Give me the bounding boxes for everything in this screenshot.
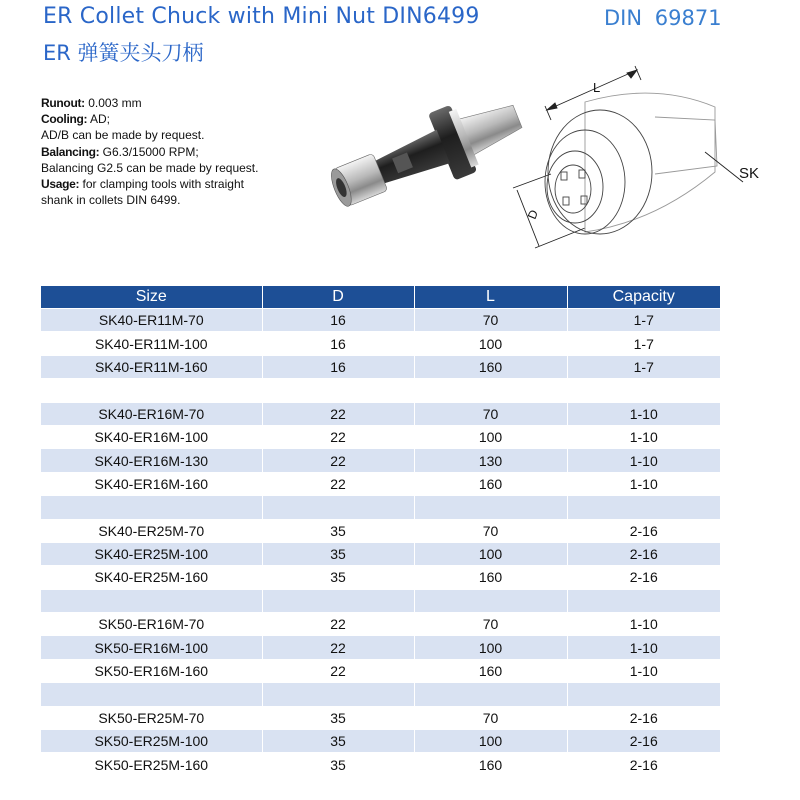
spec-label: Balancing:: [41, 144, 100, 159]
cell-l: 100: [414, 636, 567, 659]
table-row: [41, 542, 720, 565]
dimension-label-sk: SK: [739, 165, 760, 182]
cell-size: [41, 683, 262, 706]
cell-d: 35: [262, 542, 414, 565]
cell-d: [262, 379, 414, 402]
spec-block: [41, 95, 311, 208]
cell-l: [414, 496, 567, 519]
cell-capacity: 1-10: [567, 472, 720, 495]
table-row: [41, 589, 720, 612]
cell-l: 160: [414, 355, 567, 378]
cell-l: 70: [414, 519, 567, 542]
table-row: [41, 683, 720, 706]
spec-runout: [41, 95, 311, 111]
table-body: [41, 309, 720, 776]
cell-d: 22: [262, 425, 414, 448]
size-table: [41, 286, 720, 776]
cell-size: SK40-ER11M-100: [41, 332, 262, 355]
table-row: [41, 659, 720, 682]
dimension-label-d: D: [524, 207, 542, 222]
cell-l: 70: [414, 706, 567, 729]
cell-capacity: [567, 589, 720, 612]
cell-l: [414, 589, 567, 612]
cell-size: SK40-ER25M-100: [41, 542, 262, 565]
cell-capacity: 2-16: [567, 566, 720, 589]
table-row: [41, 472, 720, 495]
cell-size: SK40-ER16M-70: [41, 402, 262, 425]
cell-l: 130: [414, 449, 567, 472]
spec-balancing: [41, 144, 311, 160]
column-header-size: Size: [41, 286, 262, 309]
cell-size: SK50-ER16M-70: [41, 613, 262, 636]
cell-d: [262, 589, 414, 612]
cell-d: 35: [262, 566, 414, 589]
cell-capacity: 1-10: [567, 402, 720, 425]
cell-l: 70: [414, 309, 567, 332]
cell-d: 16: [262, 309, 414, 332]
product-title-chinese: ER 弹簧夹头刀柄: [43, 41, 204, 65]
cell-size: SK40-ER25M-160: [41, 566, 262, 589]
spec-label: Usage:: [41, 177, 80, 192]
cell-size: SK40-ER16M-100: [41, 425, 262, 448]
table-row: [41, 332, 720, 355]
spec-cooling-note: AD/B can be made by request.: [41, 128, 205, 143]
cell-size: SK40-ER25M-70: [41, 519, 262, 542]
table-row: [41, 309, 720, 332]
cell-d: [262, 683, 414, 706]
table-row: [41, 730, 720, 753]
spec-value: 0.003 mm: [84, 96, 142, 110]
column-header-d: D: [262, 286, 414, 309]
cell-size: SK50-ER25M-160: [41, 753, 262, 776]
cell-l: 160: [414, 472, 567, 495]
cell-size: SK40-ER11M-70: [41, 309, 262, 332]
spec-value: AD;: [87, 112, 110, 127]
product-title: ER Collet Chuck with Mini Nut DIN6499: [43, 4, 480, 29]
cell-capacity: 1-10: [567, 636, 720, 659]
cell-capacity: 2-16: [567, 706, 720, 729]
cell-capacity: 1-7: [567, 332, 720, 355]
table-row: [41, 402, 720, 425]
cell-l: 100: [414, 332, 567, 355]
cell-l: 100: [414, 542, 567, 565]
table-row: [41, 449, 720, 472]
cell-capacity: [567, 379, 720, 402]
cell-d: 22: [262, 449, 414, 472]
cell-d: 22: [262, 613, 414, 636]
cell-l: [414, 379, 567, 402]
cell-capacity: 1-7: [567, 355, 720, 378]
cell-l: 100: [414, 730, 567, 753]
cell-d: 35: [262, 730, 414, 753]
cell-d: 22: [262, 659, 414, 682]
cell-d: 35: [262, 753, 414, 776]
cell-size: [41, 589, 262, 612]
cell-l: 160: [414, 753, 567, 776]
spec-cooling: [41, 111, 311, 127]
spec-usage-note: shank in collets DIN 6499.: [41, 193, 181, 208]
cell-capacity: [567, 683, 720, 706]
column-header-capacity: Capacity: [567, 286, 720, 309]
cell-size: SK40-ER16M-130: [41, 449, 262, 472]
cell-l: 70: [414, 402, 567, 425]
cell-size: [41, 496, 262, 519]
cell-size: SK40-ER11M-160: [41, 355, 262, 378]
dimension-label-l: L: [593, 80, 601, 95]
table-row: [41, 355, 720, 378]
table-row: [41, 706, 720, 729]
cell-capacity: 1-10: [567, 659, 720, 682]
spec-balancing-note: Balancing G2.5 can be made by request.: [41, 160, 259, 175]
cell-d: 35: [262, 706, 414, 729]
collet-chuck-photo: [315, 85, 530, 225]
cell-capacity: [567, 496, 720, 519]
table-row: [41, 613, 720, 636]
cell-d: 16: [262, 355, 414, 378]
cell-capacity: 2-16: [567, 730, 720, 753]
cell-l: 70: [414, 613, 567, 636]
cell-size: SK50-ER25M-70: [41, 706, 262, 729]
table-row: [41, 566, 720, 589]
din-standard-code: DIN 69871: [604, 6, 722, 30]
spec-value: G6.3/15000 RPM;: [99, 144, 199, 159]
table-row: [41, 753, 720, 776]
table-row: [41, 425, 720, 448]
cell-l: 160: [414, 659, 567, 682]
cell-l: 160: [414, 566, 567, 589]
cell-l: [414, 683, 567, 706]
cell-d: 22: [262, 402, 414, 425]
cell-capacity: 1-10: [567, 449, 720, 472]
cell-d: 22: [262, 636, 414, 659]
table-header-row: [41, 286, 720, 309]
cell-l: 100: [414, 425, 567, 448]
cell-capacity: 2-16: [567, 519, 720, 542]
cell-size: SK50-ER16M-160: [41, 659, 262, 682]
cell-d: 16: [262, 332, 414, 355]
cell-d: 22: [262, 472, 414, 495]
cell-d: 35: [262, 519, 414, 542]
table-row: [41, 636, 720, 659]
cell-capacity: 2-16: [567, 753, 720, 776]
dimension-drawing: [505, 62, 775, 257]
spec-value: for clamping tools with straight: [79, 177, 244, 192]
cell-size: SK50-ER25M-100: [41, 730, 262, 753]
table-row: [41, 496, 720, 519]
table-row: [41, 519, 720, 542]
cell-capacity: 1-7: [567, 309, 720, 332]
cell-capacity: 2-16: [567, 542, 720, 565]
cell-size: [41, 379, 262, 402]
spec-label: Runout:: [41, 96, 85, 110]
spec-usage: [41, 176, 311, 192]
cell-size: SK40-ER16M-160: [41, 472, 262, 495]
column-header-l: L: [414, 286, 567, 309]
cell-capacity: 1-10: [567, 425, 720, 448]
table-row: [41, 379, 720, 402]
spec-label: Cooling:: [41, 112, 88, 127]
cell-capacity: 1-10: [567, 613, 720, 636]
cell-size: SK50-ER16M-100: [41, 636, 262, 659]
cell-d: [262, 496, 414, 519]
